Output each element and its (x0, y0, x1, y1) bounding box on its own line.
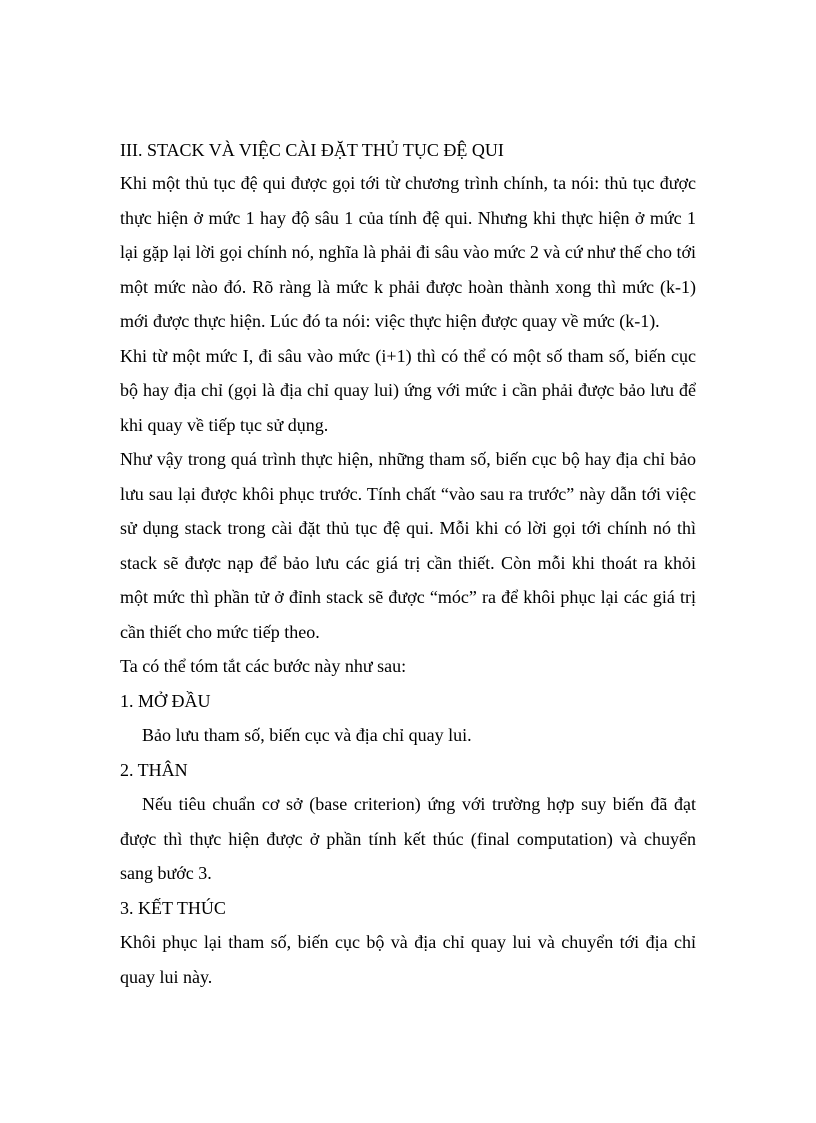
step-3-title: 3. KẾT THÚC (120, 897, 226, 918)
step-1-body: Bảo lưu tham số, biến cục và địa chỉ quay lui. (142, 725, 472, 745)
step-3-body: Khôi phục lại tham số, biến cục bộ và địa chỉ quay lui và chuyển tới địa chỉ quay lui này. (120, 932, 696, 987)
paragraph-steps-intro: Ta có thể tóm tắt các bước này như sau: (120, 656, 407, 676)
step-2-body: Nếu tiêu chuẩn cơ sở (base criterion) ứng với trường hợp suy biến đã đạt được thì thực hiện được ở phần tính kết thúc (final computation) và chuyển sang bước 3. (120, 794, 696, 883)
document-page (120, 134, 696, 994)
step-1-title: 1. MỞ ĐẦU (120, 690, 211, 711)
step-2-title: 2. THÂN (120, 759, 188, 780)
paragraph-recursion-levels: Khi một thủ tục đệ qui được gọi tới từ chương trình chính, ta nói: thủ tục được thực hiện ở mức 1 hay độ sâu 1 của tính đệ qui. Nhưng khi thực hiện ở mức 1 lại gặp lại lời gọi chính nó, nghĩa là phải đi sâu vào mức 2 và cứ như thế cho tới một mức nào đó. Rõ ràng là mức k phải được hoàn thành xong thì mức (k-1) mới được thực hiện. Lúc đó ta nói: việc thực hiện được quay về mức (k-1). (120, 173, 696, 331)
section-heading: III. STACK VÀ VIỆC CÀI ĐẶT THỦ TỤC ĐỆ QUI (120, 140, 504, 160)
paragraph-lifo-stack: Như vậy trong quá trình thực hiện, những tham số, biến cục bộ hay địa chỉ bảo lưu sau lại được khôi phục trước. Tính chất “vào sau ra trước” này dẫn tới việc sử dụng stack trong cài đặt thủ tục đệ qui. Mỗi khi có lời gọi tới chính nó thì stack sẽ được nạp để bảo lưu các giá trị cần thiết. Còn mỗi khi thoát ra khỏi một mức thì phần tử ở đỉnh stack sẽ được “móc” ra để khôi phục lại các giá trị cần thiết cho mức tiếp theo. (120, 449, 696, 642)
paragraph-saved-parameters: Khi từ một mức I, đi sâu vào mức (i+1) thì có thể có một số tham số, biến cục bộ hay địa chỉ (gọi là địa chỉ quay lui) ứng với mức i cần phải được bảo lưu để khi quay về tiếp tục sử dụng. (120, 345, 696, 435)
